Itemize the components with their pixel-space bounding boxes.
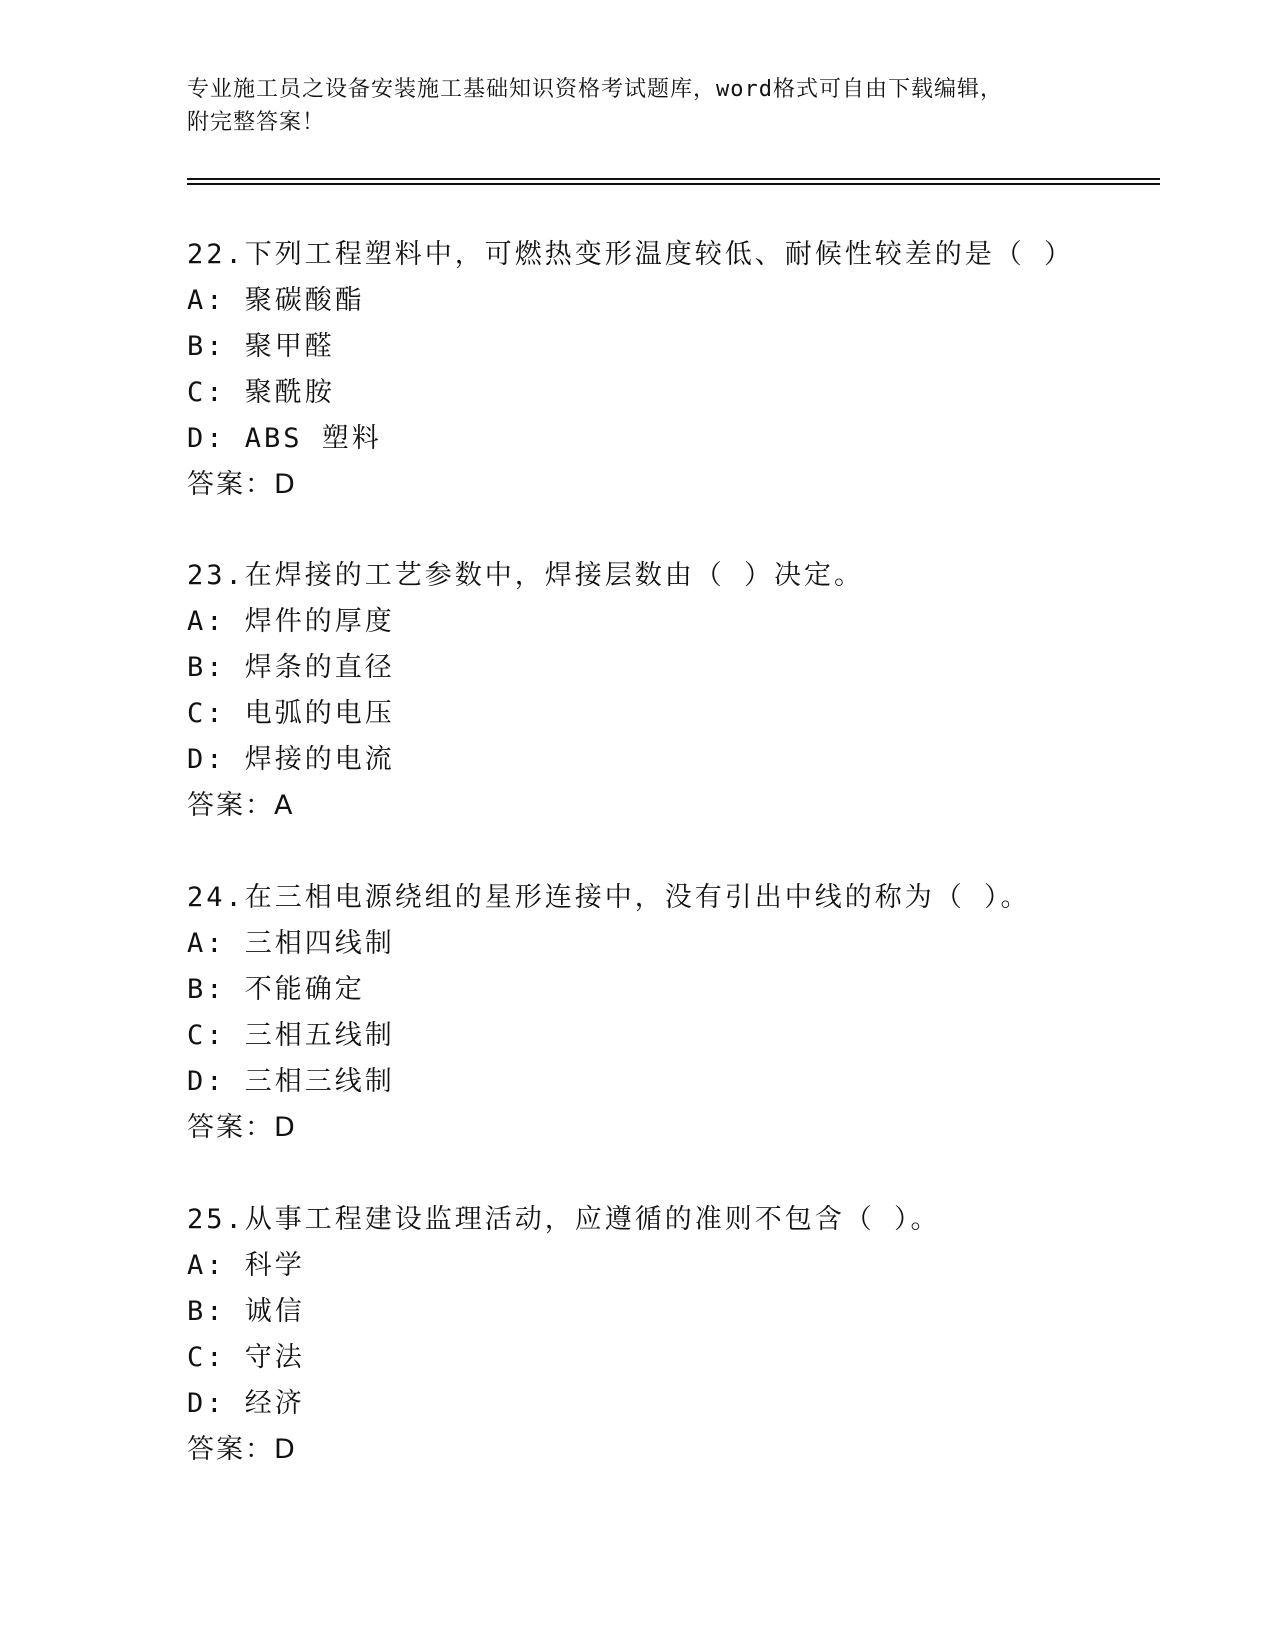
answer: 答案：A — [187, 790, 295, 821]
option-b: B: 聚甲醛 — [187, 331, 335, 362]
question-25 — [187, 1197, 1187, 1473]
option-b: B: 诚信 — [187, 1296, 305, 1327]
option-c: C: 三相五线制 — [187, 1020, 395, 1051]
option-b: B: 不能确定 — [187, 974, 365, 1005]
question-stem: 23.在焊接的工艺参数中，焊接层数由（ ）决定。 — [187, 560, 865, 591]
answer: 答案：D — [187, 1112, 297, 1143]
header-divider-bottom — [187, 183, 1160, 185]
header-line-1: 专业施工员之设备安装施工基础知识资格考试题库，word格式可自由下载编辑， — [187, 77, 1003, 102]
question-23 — [187, 553, 1187, 829]
question-stem: 22.下列工程塑料中，可燃热变形温度较低、耐候性较差的是（ ） — [187, 239, 1075, 270]
question-stem: 25.从事工程建设监理活动，应遵循的准则不包含（ ）。 — [187, 1204, 941, 1235]
question-22 — [187, 232, 1187, 508]
option-d: D: 三相三线制 — [187, 1066, 395, 1097]
option-b: B: 焊条的直径 — [187, 652, 395, 683]
option-a: A: 科学 — [187, 1250, 305, 1281]
option-a: A: 焊件的厚度 — [187, 606, 395, 637]
answer: 答案：D — [187, 1434, 297, 1465]
header-divider-top — [187, 178, 1160, 180]
option-d: D: ABS 塑料 — [187, 423, 382, 454]
option-a: A: 三相四线制 — [187, 928, 395, 959]
option-c: C: 聚酰胺 — [187, 377, 335, 408]
header-line-2: 附完整答案！ — [187, 110, 326, 135]
option-a: A: 聚碳酸酯 — [187, 285, 365, 316]
option-c: C: 电弧的电压 — [187, 698, 395, 729]
question-stem: 24.在三相电源绕组的星形连接中，没有引出中线的称为（ ）。 — [187, 882, 1031, 913]
option-d: D: 经济 — [187, 1388, 305, 1419]
option-d: D: 焊接的电流 — [187, 744, 395, 775]
document-header — [187, 73, 1087, 139]
option-c: C: 守法 — [187, 1342, 305, 1373]
question-24 — [187, 875, 1187, 1151]
answer: 答案：D — [187, 469, 297, 500]
